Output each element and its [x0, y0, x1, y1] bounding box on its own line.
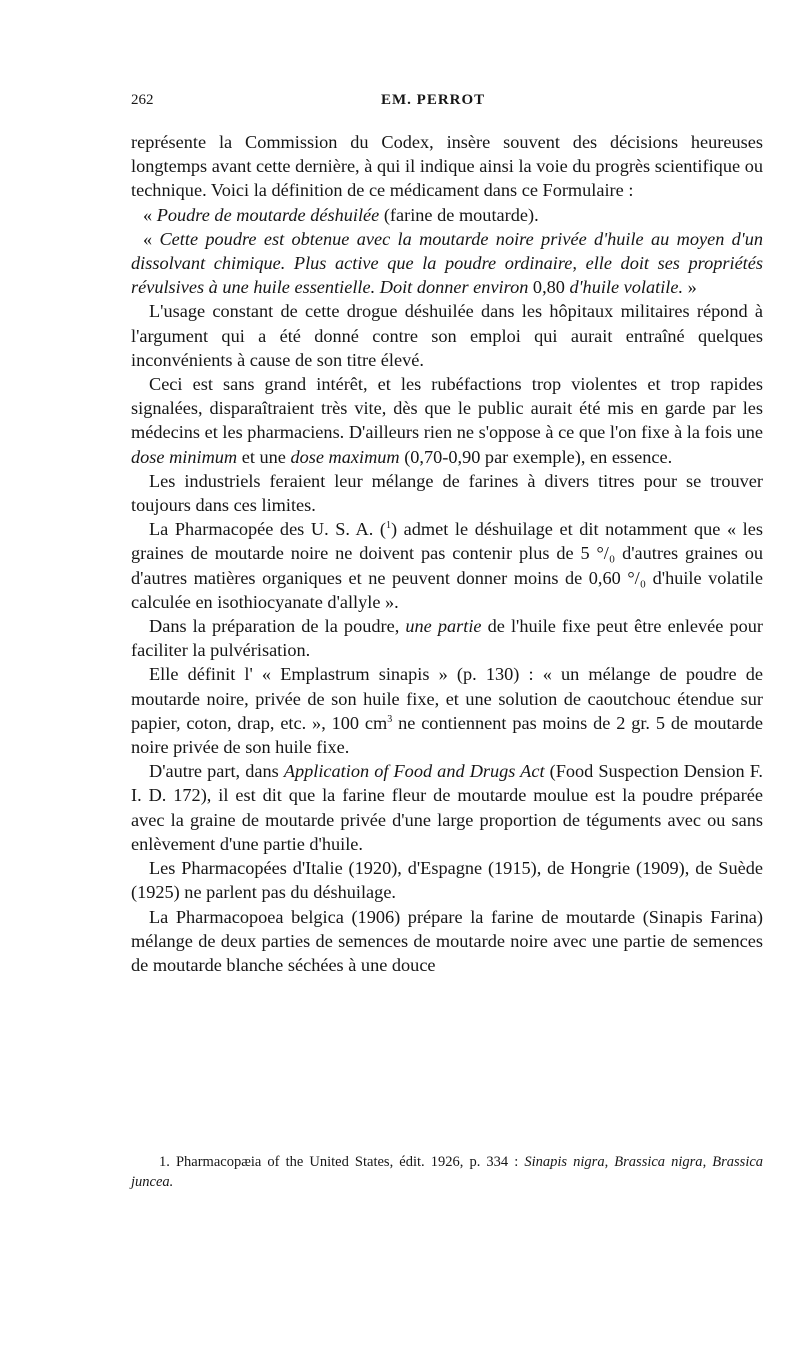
paragraph-1: représente la Commission du Codex, insère souvent des décisions heureuses longtemps avant cette dernière, à qui il indique ainsi la voie du progrès scientifique ou technique. Voici la définition de ce médicament dans ce Formulaire : — [131, 132, 763, 201]
paragraph-4: L'usage constant de cette drogue déshuilée dans les hôpitaux militaires répond à l'argument qui a été donné contre son emploi qui aurait entraîné quelques inconvénients à cause de son titre élevé. — [131, 301, 763, 370]
footnote-ref: 1 — [386, 520, 391, 532]
running-head: EM. PERROT — [381, 92, 486, 108]
paragraph-10: D'autre part, dans Application of Food and Drugs Act (Food Suspection Dension F. I. D. 172), il est dit que la farine fleur de moutarde moulue est la poudre préparée avec la graine de moutarde privée d'une large proportion de téguments avec ou sans enlèvement d'une partie d'huile. — [131, 761, 763, 854]
page-header — [131, 92, 763, 116]
paragraph-8: Dans la préparation de la poudre, une partie de l'huile fixe peut être enlevée pour faciliter la pulvérisation. — [131, 616, 763, 661]
footnotes — [131, 1152, 763, 1192]
body-text — [131, 130, 763, 977]
page-number: 262 — [131, 92, 154, 108]
paragraph-2: « Poudre de moutarde déshuilée (farine de moutarde). — [143, 204, 539, 225]
italic-title: Poudre de moutarde déshuilée — [156, 204, 380, 225]
paragraph-11: Les Pharmacopées d'Italie (1920), d'Espagne (1915), de Hongrie (1909), de Suède (1925) ne parlent pas du déshuilage. — [131, 858, 763, 903]
paragraph-9: Elle définit l' « Emplastrum sinapis » (p. 130) : « un mélange de poudre de moutarde noire, privée de son huile fixe, et une solution de caoutchouc étendue sur papier, coton, drap, etc. », 100 $cm^3$ ne contiennent pas moins de 2 gr. 5 de moutarde noire privée de son huile fixe. — [131, 664, 763, 758]
paragraph-12: La Pharmacopoea belgica (1906) prépare la farine de moutarde (Sinapis Farina) mélange de deux parties de semences de moutarde noire avec une partie de semences de moutarde blanche séchées à une douce — [131, 906, 763, 975]
paragraph-6: Les industriels feraient leur mélange de farines à divers titres pour se trouver toujours dans ces limites. — [131, 470, 763, 516]
paragraph-5: Ceci est sans grand intérêt, et les rubéfactions trop violentes et trop rapides signalées, disparaîtraient très vite, dès que le public aurait été mis en garde par les médecins et les pharmaciens. D'ailleurs rien ne s'oppose à ce que l'on fixe à la fois une dose minimum et une dose maximum (0,70-0,90 par exemple), en essence. — [131, 374, 763, 467]
paragraph-7: La Pharmacopée des U. S. A. ($^1$) admet le déshuilage et dit notamment que « les graines de moutarde noire ne doivent pas contenir plus de 5 °/₀ d'autres graines ou d'autres matières organiques et ne peuvent donner moins de 0,60 °/₀ d'huile volatile calculée en isothiocyanate d'allyle ». — [131, 519, 763, 612]
footnote-1: 1. Pharmacopæia of the United States, édit. 1926, p. 334 : Sinapis nigra, Brassica nigra, Brassica juncea. — [131, 1154, 764, 1190]
paragraph-3: « Cette poudre est obtenue avec la moutarde noire privée d'huile au moyen d'un dissolvant chimique. Plus active que la poudre ordinaire, elle doit ses propriétés révulsives à une huile essentielle. Doit donner environ 0,80 d'huile volatile. » — [131, 228, 763, 298]
